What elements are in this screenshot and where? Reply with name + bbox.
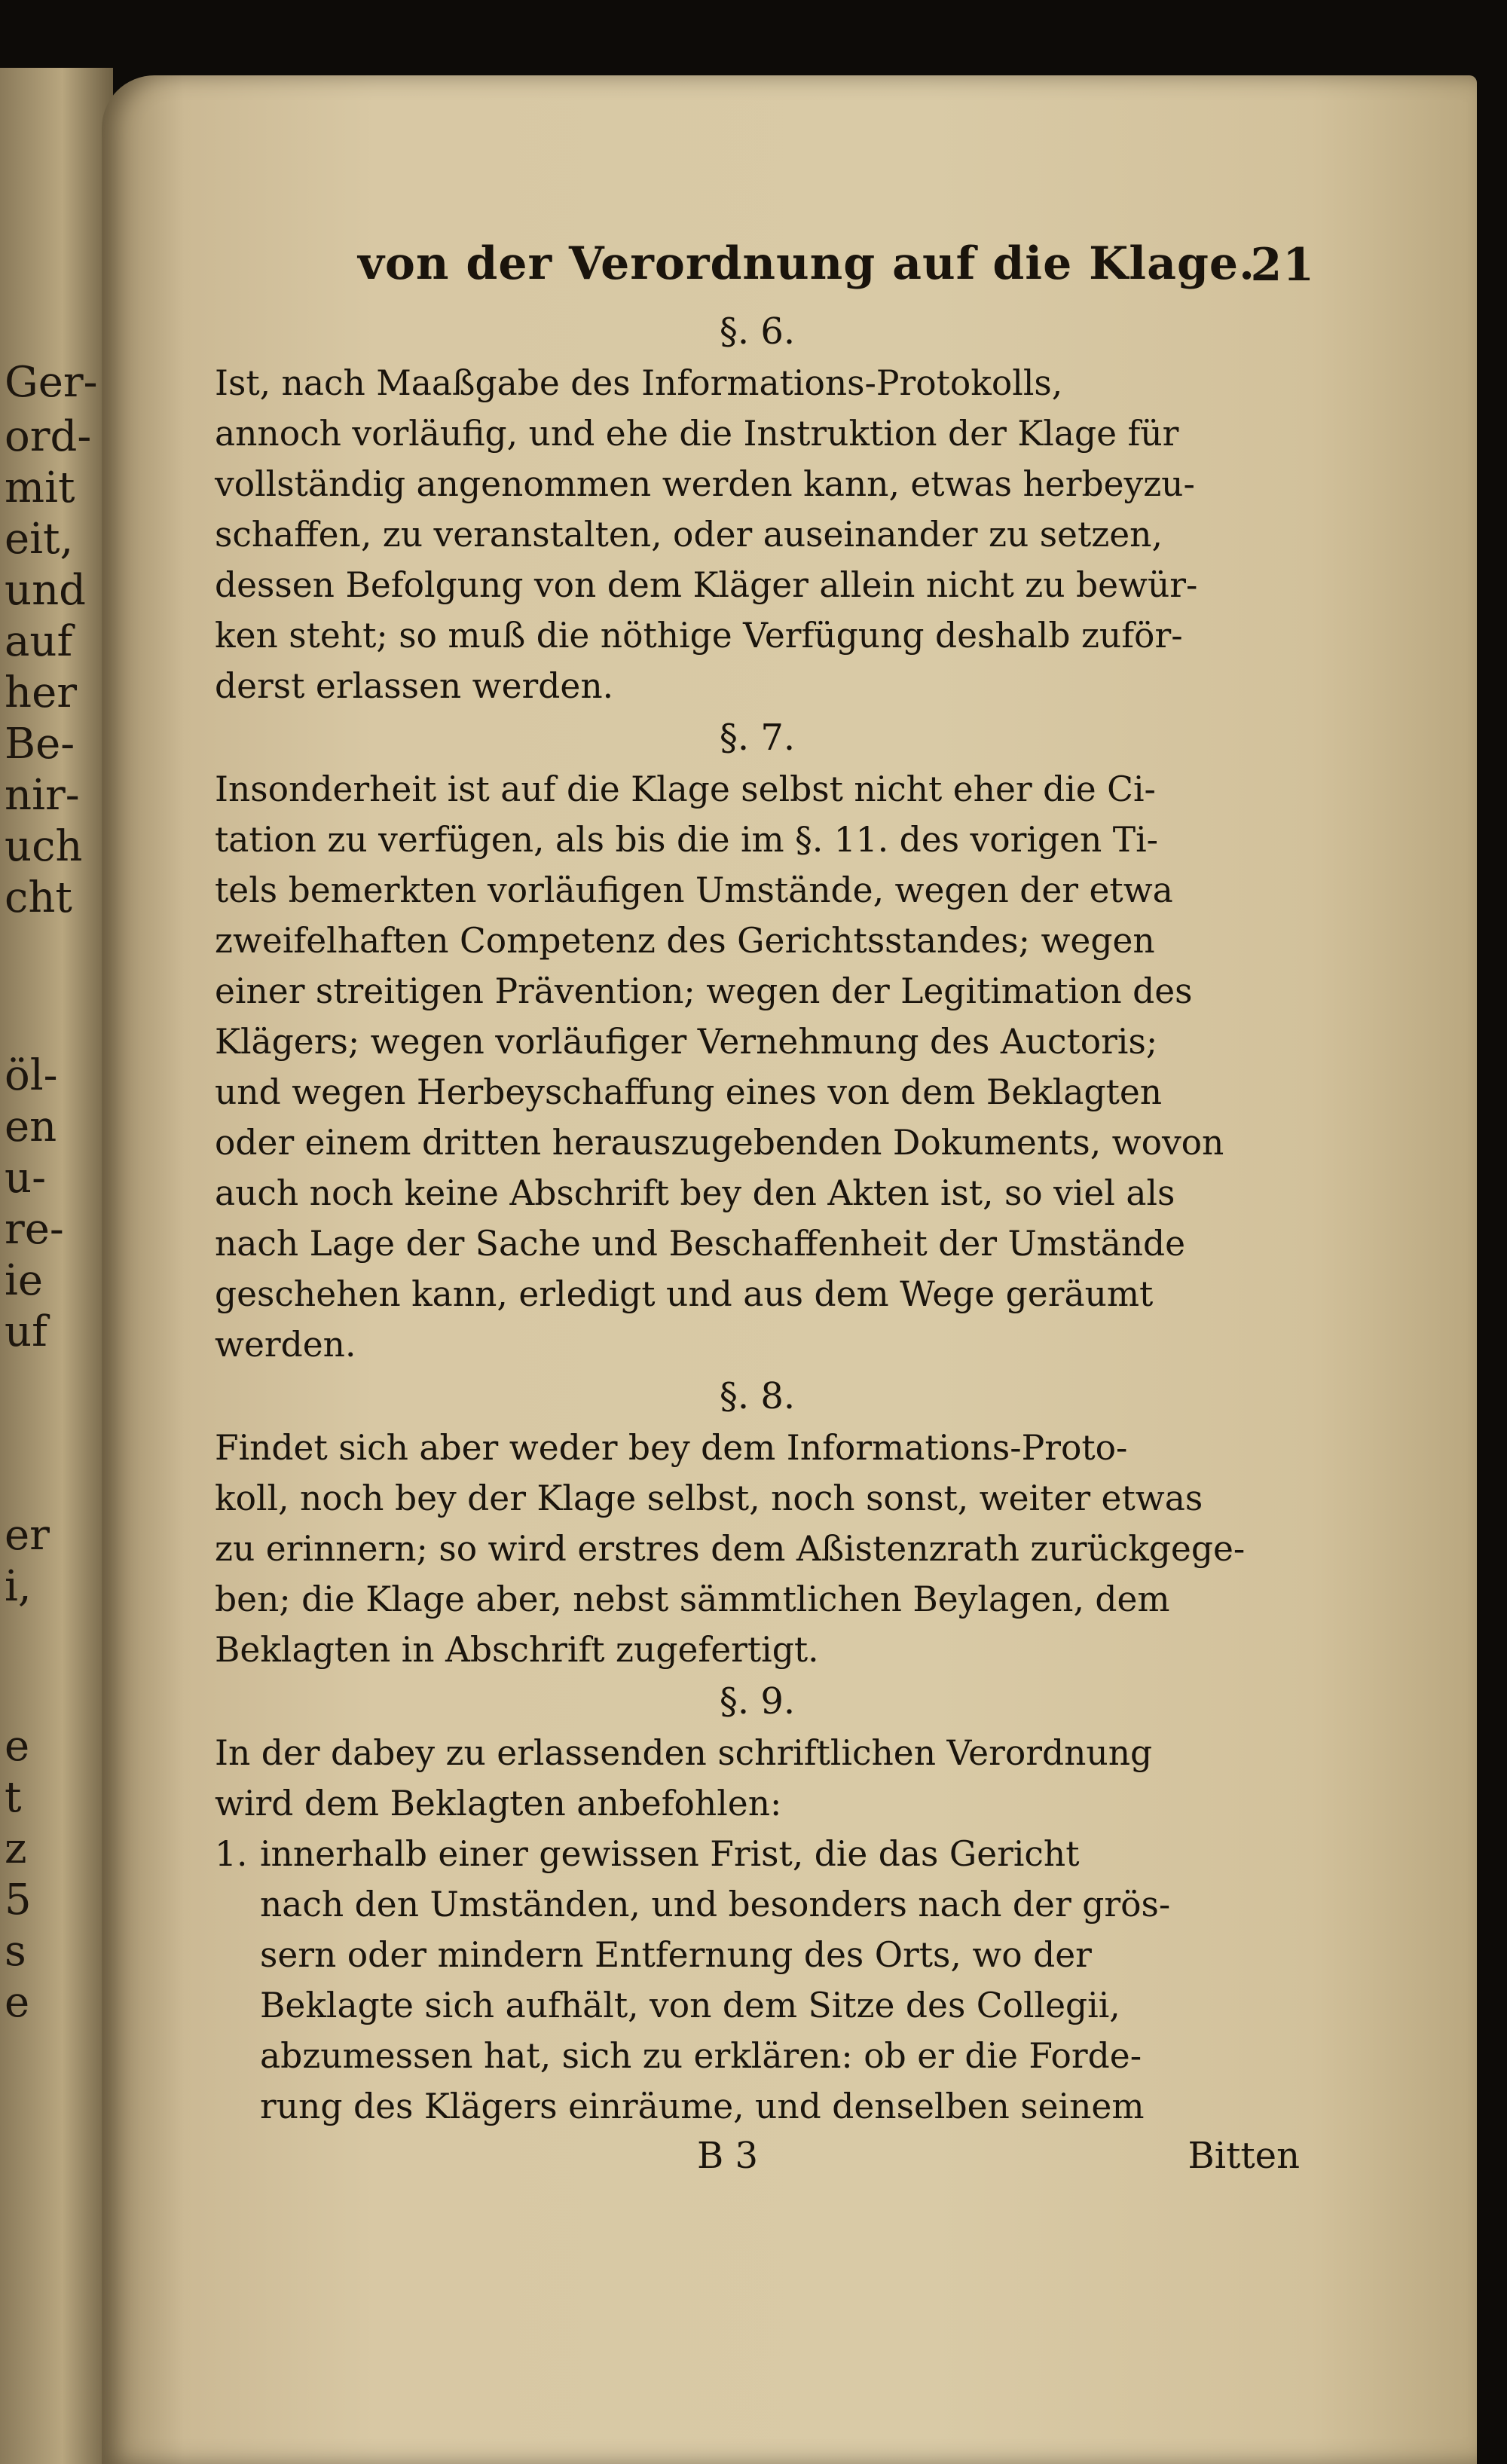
paragraph: [215, 1728, 1300, 1829]
text-line: zu erinnern; so wird erstres dem Aßistenzrath zurückgege-: [215, 1529, 1246, 1569]
prev-page-fragment: Ger-: [5, 358, 98, 407]
prev-page-fragment: z: [5, 1824, 27, 1873]
prev-page-fragment: und: [5, 566, 86, 615]
paragraph: [215, 358, 1300, 711]
text-line: tels bemerkten vorläufigen Umstände, wegen der etwa: [215, 870, 1173, 910]
text-line: nach den Umständen, und besonders nach der grös-: [260, 1885, 1171, 1924]
prev-page-fragment: ord-: [5, 412, 92, 461]
text-line: nach Lage der Sache und Beschaffenheit der Umstände: [215, 1224, 1186, 1264]
prev-page-fragment: her: [5, 668, 77, 717]
section-heading: §. 9.: [719, 1680, 796, 1723]
prev-page-fragment: re-: [5, 1205, 64, 1254]
text-line: oder einem dritten herauszugebenden Dokuments, wovon: [215, 1123, 1224, 1163]
text-line: In der dabey zu erlassenden schriftlichen Verordnung: [215, 1733, 1153, 1773]
prev-page-fragment: cht: [5, 873, 72, 922]
book-page: [102, 75, 1477, 2464]
text-line: ben; die Klage aber, nebst sämmtlichen Beylagen, dem: [215, 1579, 1170, 1619]
catchword: Bitten: [1188, 2135, 1300, 2177]
previous-page-edge: [0, 68, 113, 2464]
prev-page-fragment: eit,: [5, 515, 74, 564]
prev-page-fragment: i,: [5, 1562, 32, 1611]
prev-page-fragment: e: [5, 1978, 30, 2027]
text-line: werden.: [215, 1325, 356, 1365]
prev-page-fragment: s: [5, 1927, 26, 1976]
text-line: abzumessen hat, sich zu erklären: ob er die Forde-: [260, 2036, 1142, 2076]
text-line: einer streitigen Prävention; wegen der Legitimation des: [215, 971, 1193, 1011]
text-line: ken steht; so muß die nöthige Verfügung deshalb zuför-: [215, 616, 1183, 656]
running-title: von der Verordnung auf die Klage.: [358, 237, 1255, 290]
text-line: zweifelhaften Competenz des Gerichtsstandes; wegen: [215, 921, 1155, 961]
prev-page-fragment: Be-: [5, 720, 75, 769]
text-line: Ist, nach Maaßgabe des Informations-Protokolls,: [215, 363, 1063, 403]
text-line: geschehen kann, erledigt und aus dem Wege geräumt: [215, 1274, 1154, 1314]
text-line: tation zu verfügen, als bis die im §. 11. des vorigen Ti-: [215, 820, 1159, 860]
text-line: annoch vorläufig, und ehe die Instruktion der Klage für: [215, 414, 1179, 454]
list-item: [215, 1829, 1300, 2132]
section-heading: §. 7.: [719, 717, 796, 759]
text-line: wird dem Beklagten anbefohlen:: [215, 1784, 782, 1824]
page-content: [215, 222, 1315, 2187]
page-footer: [215, 2135, 1300, 2187]
text-line: schaffen, zu veranstalten, oder auseinander zu setzen,: [215, 515, 1163, 555]
page-number: 21: [1250, 239, 1315, 292]
prev-page-fragment: nir-: [5, 771, 80, 820]
prev-page-fragment: en: [5, 1102, 57, 1151]
prev-page-fragment: auf: [5, 617, 73, 666]
prev-page-fragment: mit: [5, 463, 75, 512]
text-line: Insonderheit ist auf die Klage selbst nicht eher die Ci-: [215, 769, 1156, 809]
paragraph: [215, 764, 1300, 1370]
text-line: Klägers; wegen vorläufiger Vernehmung des Auctoris;: [215, 1022, 1158, 1062]
text-line: derst erlassen werden.: [215, 666, 614, 706]
text-line: Beklagten in Abschrift zugefertigt.: [215, 1630, 819, 1670]
signature-mark: B 3: [697, 2135, 759, 2177]
page-header: [215, 222, 1315, 305]
section-heading: §. 6.: [719, 310, 796, 353]
prev-page-fragment: e: [5, 1722, 30, 1771]
text-line: rung des Klägers einräume, und denselben seinem: [260, 2086, 1145, 2126]
section-heading: §. 8.: [719, 1375, 796, 1417]
list-item-text: [260, 1829, 1170, 2132]
prev-page-fragment: u-: [5, 1154, 46, 1203]
text-line: dessen Befolgung von dem Kläger allein nicht zu bewür-: [215, 565, 1198, 605]
text-line: Findet sich aber weder bey dem Informations-Proto-: [215, 1428, 1128, 1468]
text-line: sern oder mindern Entfernung des Orts, wo der: [260, 1935, 1092, 1975]
text-line: vollständig angenommen werden kann, etwas herbeyzu-: [215, 464, 1195, 504]
prev-page-fragment: 5: [5, 1876, 32, 1924]
paragraph: [215, 1423, 1300, 1675]
text-line: innerhalb einer gewissen Frist, die das Gericht: [260, 1834, 1080, 1874]
prev-page-fragment: uch: [5, 822, 83, 871]
prev-page-fragment: ie: [5, 1256, 44, 1305]
text-line: und wegen Herbeyschaffung eines von dem Beklagten: [215, 1072, 1163, 1112]
text-line: koll, noch bey der Klage selbst, noch sonst, weiter etwas: [215, 1478, 1203, 1518]
text-line: auch noch keine Abschrift bey den Akten ist, so viel als: [215, 1173, 1175, 1213]
prev-page-fragment: t: [5, 1773, 22, 1822]
prev-page-fragment: uf: [5, 1307, 47, 1356]
prev-page-fragment: öl-: [5, 1051, 58, 1100]
list-number: 1.: [215, 1834, 248, 1874]
text-line: Beklagte sich aufhält, von dem Sitze des Collegii,: [260, 1986, 1120, 2025]
prev-page-fragment: er: [5, 1511, 50, 1560]
